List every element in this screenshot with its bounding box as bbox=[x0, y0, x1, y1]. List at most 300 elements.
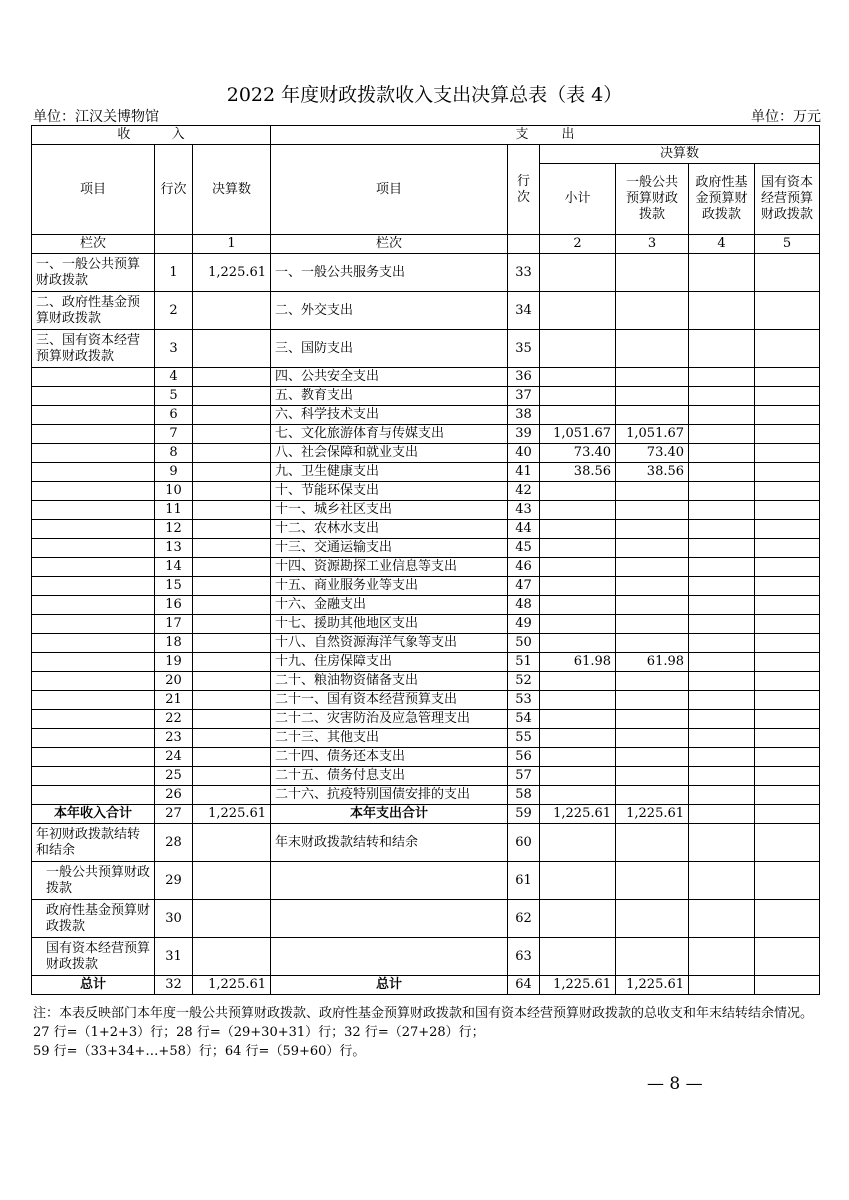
expense-item: 二十四、债务还本支出 bbox=[271, 748, 508, 767]
gov-fund-amount bbox=[689, 672, 755, 691]
subtotal-header: 小计 bbox=[540, 164, 616, 235]
income-item bbox=[32, 406, 155, 425]
grand-total-row bbox=[32, 976, 820, 995]
income-item: 本年收入合计 bbox=[32, 805, 155, 824]
income-item bbox=[32, 463, 155, 482]
expense-line-number: 45 bbox=[508, 539, 540, 558]
income-item bbox=[32, 368, 155, 387]
income-amount bbox=[193, 729, 271, 748]
state-capital-amount bbox=[755, 463, 820, 482]
income-line-header: 行次 bbox=[155, 145, 193, 235]
income-item bbox=[32, 520, 155, 539]
col-index-1: 1 bbox=[193, 235, 271, 254]
table-row bbox=[32, 710, 820, 729]
general-budget-amount: 73.40 bbox=[616, 444, 689, 463]
expense-item-header: 项目 bbox=[271, 145, 508, 235]
income-item: 总计 bbox=[32, 976, 155, 995]
income-line-number: 25 bbox=[155, 767, 193, 786]
col-index-2: 2 bbox=[540, 235, 616, 254]
expense-item: 十四、资源勘探工业信息等支出 bbox=[271, 558, 508, 577]
table-row bbox=[32, 691, 820, 710]
income-line-number: 19 bbox=[155, 653, 193, 672]
income-line-number: 32 bbox=[155, 976, 193, 995]
gov-fund-amount bbox=[689, 710, 755, 729]
gov-fund-amount bbox=[689, 748, 755, 767]
gov-fund-amount bbox=[689, 387, 755, 406]
state-capital-amount bbox=[755, 520, 820, 539]
state-capital-amount bbox=[755, 387, 820, 406]
income-line-number: 10 bbox=[155, 482, 193, 501]
general-budget-amount bbox=[616, 292, 689, 330]
general-budget-amount bbox=[616, 558, 689, 577]
income-item bbox=[32, 482, 155, 501]
subtotal-amount bbox=[540, 387, 616, 406]
subtotal-amount bbox=[540, 501, 616, 520]
table-row bbox=[32, 634, 820, 653]
general-budget-amount bbox=[616, 824, 689, 862]
gov-fund-amount bbox=[689, 976, 755, 995]
table-row bbox=[32, 368, 820, 387]
gov-fund-amount bbox=[689, 482, 755, 501]
table-row bbox=[32, 444, 820, 463]
expense-item: 十九、住房保障支出 bbox=[271, 653, 508, 672]
expense-item: 二、外交支出 bbox=[271, 292, 508, 330]
general-budget-amount bbox=[616, 786, 689, 805]
income-amount bbox=[193, 710, 271, 729]
table-row bbox=[32, 254, 820, 292]
gov-fund-amount bbox=[689, 634, 755, 653]
subtotal-amount: 1,051.67 bbox=[540, 425, 616, 444]
gov-fund-amount bbox=[689, 691, 755, 710]
income-amount bbox=[193, 615, 271, 634]
state-capital-amount bbox=[755, 577, 820, 596]
expense-line-number: 34 bbox=[508, 292, 540, 330]
state-capital-amount bbox=[755, 292, 820, 330]
expense-line-number: 49 bbox=[508, 615, 540, 634]
table-row bbox=[32, 387, 820, 406]
general-budget-amount bbox=[616, 520, 689, 539]
col-label-income: 栏次 bbox=[32, 235, 155, 254]
income-item: 一、一般公共预算财政拨款 bbox=[32, 254, 155, 292]
gov-fund-amount bbox=[689, 805, 755, 824]
income-amount bbox=[193, 824, 271, 862]
table-row bbox=[32, 501, 820, 520]
income-item: 一般公共预算财政拨款 bbox=[32, 862, 155, 900]
gov-fund-amount bbox=[689, 824, 755, 862]
income-line-number: 1 bbox=[155, 254, 193, 292]
table-row bbox=[32, 900, 820, 938]
income-amount bbox=[193, 634, 271, 653]
income-amount: 1,225.61 bbox=[193, 254, 271, 292]
state-capital-amount bbox=[755, 482, 820, 501]
subtotal-amount bbox=[540, 729, 616, 748]
income-amount bbox=[193, 539, 271, 558]
expense-item: 年末财政拨款结转和结余 bbox=[271, 824, 508, 862]
state-capital-header: 国有资本经营预算财政拨款 bbox=[755, 164, 820, 235]
state-capital-amount bbox=[755, 786, 820, 805]
income-line-number: 21 bbox=[155, 691, 193, 710]
subtotal-amount bbox=[540, 672, 616, 691]
subtotal-amount bbox=[540, 292, 616, 330]
unit-organization: 单位：江汉关博物馆 bbox=[33, 109, 159, 125]
income-amount bbox=[193, 900, 271, 938]
total-row bbox=[32, 805, 820, 824]
gov-fund-amount bbox=[689, 501, 755, 520]
expense-line-number: 56 bbox=[508, 748, 540, 767]
income-line-number: 11 bbox=[155, 501, 193, 520]
income-line-number: 23 bbox=[155, 729, 193, 748]
general-budget-amount bbox=[616, 368, 689, 387]
state-capital-amount bbox=[755, 672, 820, 691]
state-capital-amount bbox=[755, 596, 820, 615]
income-line-number: 5 bbox=[155, 387, 193, 406]
general-budget-amount: 61.98 bbox=[616, 653, 689, 672]
subtotal-amount bbox=[540, 520, 616, 539]
income-item bbox=[32, 501, 155, 520]
general-budget-amount bbox=[616, 729, 689, 748]
expense-item: 二十五、债务付息支出 bbox=[271, 767, 508, 786]
table-row bbox=[32, 425, 820, 444]
table-row bbox=[32, 520, 820, 539]
income-amount bbox=[193, 672, 271, 691]
expense-item: 十五、商业服务业等支出 bbox=[271, 577, 508, 596]
expense-line-number: 47 bbox=[508, 577, 540, 596]
expense-line-number: 42 bbox=[508, 482, 540, 501]
expense-item: 十二、农林水支出 bbox=[271, 520, 508, 539]
expense-item: 九、卫生健康支出 bbox=[271, 463, 508, 482]
state-capital-amount bbox=[755, 653, 820, 672]
expense-item: 二十六、抗疫特别国债安排的支出 bbox=[271, 786, 508, 805]
income-amount bbox=[193, 520, 271, 539]
income-amount: 1,225.61 bbox=[193, 976, 271, 995]
income-item bbox=[32, 786, 155, 805]
gov-fund-amount bbox=[689, 406, 755, 425]
income-amount bbox=[193, 862, 271, 900]
general-budget-amount bbox=[616, 615, 689, 634]
gov-fund-amount bbox=[689, 786, 755, 805]
general-budget-amount bbox=[616, 577, 689, 596]
table-row bbox=[32, 482, 820, 501]
expense-line-number: 50 bbox=[508, 634, 540, 653]
income-item bbox=[32, 577, 155, 596]
gov-fund-amount bbox=[689, 862, 755, 900]
subtotal-amount bbox=[540, 577, 616, 596]
general-budget-amount bbox=[616, 596, 689, 615]
income-item bbox=[32, 634, 155, 653]
subtotal-amount bbox=[540, 710, 616, 729]
state-capital-amount bbox=[755, 634, 820, 653]
income-item bbox=[32, 748, 155, 767]
income-item: 政府性基金预算财政拨款 bbox=[32, 900, 155, 938]
expense-item: 七、文化旅游体育与传媒支出 bbox=[271, 425, 508, 444]
expense-item: 二十三、其他支出 bbox=[271, 729, 508, 748]
state-capital-amount bbox=[755, 558, 820, 577]
subtotal-amount bbox=[540, 634, 616, 653]
expense-line-number: 40 bbox=[508, 444, 540, 463]
income-amount bbox=[193, 368, 271, 387]
table-row bbox=[32, 786, 820, 805]
subtotal-amount: 38.56 bbox=[540, 463, 616, 482]
gov-fund-amount bbox=[689, 463, 755, 482]
notes bbox=[33, 1004, 823, 1061]
column-index-row bbox=[32, 235, 820, 254]
subtotal-amount bbox=[540, 767, 616, 786]
income-item bbox=[32, 710, 155, 729]
income-line-number: 30 bbox=[155, 900, 193, 938]
income-amount: 1,225.61 bbox=[193, 805, 271, 824]
income-line-number: 12 bbox=[155, 520, 193, 539]
income-amount bbox=[193, 501, 271, 520]
expense-item: 三、国防支出 bbox=[271, 330, 508, 368]
state-capital-amount bbox=[755, 501, 820, 520]
expense-line-number: 64 bbox=[508, 976, 540, 995]
income-line-number: 31 bbox=[155, 938, 193, 976]
gov-fund-amount bbox=[689, 615, 755, 634]
expense-line-number: 59 bbox=[508, 805, 540, 824]
subtotal-amount: 73.40 bbox=[540, 444, 616, 463]
table-row bbox=[32, 539, 820, 558]
gov-fund-header: 政府性基金预算财政拨款 bbox=[689, 164, 755, 235]
general-budget-amount bbox=[616, 387, 689, 406]
income-amount bbox=[193, 767, 271, 786]
col-index-blank bbox=[508, 235, 540, 254]
income-item bbox=[32, 653, 155, 672]
income-line-number: 20 bbox=[155, 672, 193, 691]
income-item bbox=[32, 672, 155, 691]
income-amount bbox=[193, 577, 271, 596]
state-capital-amount bbox=[755, 406, 820, 425]
subtotal-amount bbox=[540, 558, 616, 577]
table-row bbox=[32, 463, 820, 482]
expense-line-number: 52 bbox=[508, 672, 540, 691]
expense-line-number: 53 bbox=[508, 691, 540, 710]
subtotal-amount: 1,225.61 bbox=[540, 805, 616, 824]
expense-line-number: 54 bbox=[508, 710, 540, 729]
general-budget-amount bbox=[616, 406, 689, 425]
general-budget-amount bbox=[616, 900, 689, 938]
expense-line-number: 39 bbox=[508, 425, 540, 444]
income-item bbox=[32, 425, 155, 444]
expense-line-number: 35 bbox=[508, 330, 540, 368]
table-row bbox=[32, 767, 820, 786]
income-item bbox=[32, 615, 155, 634]
state-capital-amount bbox=[755, 767, 820, 786]
unit-currency: 单位：万元 bbox=[751, 109, 821, 125]
income-item-header: 项目 bbox=[32, 145, 155, 235]
income-amount bbox=[193, 558, 271, 577]
state-capital-amount bbox=[755, 938, 820, 976]
expense-line-number: 58 bbox=[508, 786, 540, 805]
gov-fund-amount bbox=[689, 653, 755, 672]
income-header: 收 入 bbox=[32, 126, 271, 145]
expense-item: 六、科学技术支出 bbox=[271, 406, 508, 425]
subtotal-amount bbox=[540, 254, 616, 292]
income-line-number: 13 bbox=[155, 539, 193, 558]
state-capital-amount bbox=[755, 330, 820, 368]
income-item bbox=[32, 539, 155, 558]
expense-line-number: 62 bbox=[508, 900, 540, 938]
gov-fund-amount bbox=[689, 520, 755, 539]
general-budget-amount bbox=[616, 254, 689, 292]
general-budget-amount bbox=[616, 539, 689, 558]
income-item bbox=[32, 444, 155, 463]
state-capital-amount bbox=[755, 254, 820, 292]
subtotal-amount: 61.98 bbox=[540, 653, 616, 672]
income-amount bbox=[193, 691, 271, 710]
income-line-number: 9 bbox=[155, 463, 193, 482]
gov-fund-amount bbox=[689, 729, 755, 748]
col-index-3: 3 bbox=[616, 235, 689, 254]
income-amount bbox=[193, 463, 271, 482]
income-line-number: 28 bbox=[155, 824, 193, 862]
subtotal-amount bbox=[540, 862, 616, 900]
expense-item: 十六、金融支出 bbox=[271, 596, 508, 615]
expense-line-number: 48 bbox=[508, 596, 540, 615]
subtotal-amount bbox=[540, 748, 616, 767]
table-row bbox=[32, 938, 820, 976]
expense-item: 八、社会保障和就业支出 bbox=[271, 444, 508, 463]
expense-item: 二十一、国有资本经营预算支出 bbox=[271, 691, 508, 710]
expense-line-number: 63 bbox=[508, 938, 540, 976]
expense-item: 本年支出合计 bbox=[271, 805, 508, 824]
income-item bbox=[32, 729, 155, 748]
table-row bbox=[32, 824, 820, 862]
gov-fund-amount bbox=[689, 292, 755, 330]
income-item bbox=[32, 691, 155, 710]
general-budget-amount bbox=[616, 482, 689, 501]
table-row bbox=[32, 653, 820, 672]
state-capital-amount bbox=[755, 615, 820, 634]
expense-item: 五、教育支出 bbox=[271, 387, 508, 406]
income-item: 年初财政拨款结转和结余 bbox=[32, 824, 155, 862]
col-label-expense: 栏次 bbox=[271, 235, 508, 254]
gov-fund-amount bbox=[689, 254, 755, 292]
final-accounts-table bbox=[31, 125, 820, 995]
subtotal-amount: 1,225.61 bbox=[540, 976, 616, 995]
expense-item bbox=[271, 862, 508, 900]
expense-item: 十、节能环保支出 bbox=[271, 482, 508, 501]
expense-line-header: 行次 bbox=[508, 145, 540, 235]
general-budget-amount bbox=[616, 330, 689, 368]
general-budget-amount bbox=[616, 748, 689, 767]
subtotal-amount bbox=[540, 900, 616, 938]
income-line-number: 4 bbox=[155, 368, 193, 387]
general-budget-amount: 1,051.67 bbox=[616, 425, 689, 444]
col-index-blank bbox=[155, 235, 193, 254]
table-row bbox=[32, 672, 820, 691]
gov-fund-amount bbox=[689, 596, 755, 615]
table-row bbox=[32, 729, 820, 748]
expense-header: 支 出 bbox=[271, 126, 820, 145]
table-row bbox=[32, 406, 820, 425]
income-item: 三、国有资本经营预算财政拨款 bbox=[32, 330, 155, 368]
income-line-number: 26 bbox=[155, 786, 193, 805]
income-line-number: 29 bbox=[155, 862, 193, 900]
income-amount bbox=[193, 786, 271, 805]
income-line-number: 7 bbox=[155, 425, 193, 444]
expense-line-number: 38 bbox=[508, 406, 540, 425]
general-budget-amount bbox=[616, 710, 689, 729]
table-row bbox=[32, 596, 820, 615]
final-group-header: 决算数 bbox=[540, 145, 820, 164]
income-amount bbox=[193, 444, 271, 463]
state-capital-amount bbox=[755, 729, 820, 748]
expense-line-number: 61 bbox=[508, 862, 540, 900]
gov-fund-amount bbox=[689, 767, 755, 786]
general-budget-amount bbox=[616, 938, 689, 976]
state-capital-amount bbox=[755, 976, 820, 995]
state-capital-amount bbox=[755, 748, 820, 767]
page-number: — 8 — bbox=[647, 1074, 703, 1094]
table-row bbox=[32, 577, 820, 596]
income-amount bbox=[193, 425, 271, 444]
table-row bbox=[32, 558, 820, 577]
state-capital-amount bbox=[755, 900, 820, 938]
expense-line-number: 46 bbox=[508, 558, 540, 577]
header-row-2 bbox=[32, 145, 820, 164]
subtotal-amount bbox=[540, 539, 616, 558]
table-row bbox=[32, 615, 820, 634]
expense-item: 二十二、灾害防治及应急管理支出 bbox=[271, 710, 508, 729]
note-line: 注：本表反映部门本年度一般公共预算财政拨款、政府性基金预算财政拨款和国有资本经营预算财政拨款的总收支和年末结转结余情况。 bbox=[33, 1006, 814, 1021]
income-item: 二、政府性基金预算财政拨款 bbox=[32, 292, 155, 330]
income-line-number: 17 bbox=[155, 615, 193, 634]
gov-fund-amount bbox=[689, 368, 755, 387]
income-amount bbox=[193, 596, 271, 615]
state-capital-amount bbox=[755, 444, 820, 463]
expense-line-number: 33 bbox=[508, 254, 540, 292]
note-line: 59 行=（33+34+…+58）行；64 行=（59+60）行。 bbox=[33, 1044, 366, 1059]
note-line: 27 行=（1+2+3）行；28 行=（29+30+31）行；32 行=（27+28）行； bbox=[33, 1025, 485, 1040]
general-budget-amount: 1,225.61 bbox=[616, 976, 689, 995]
gov-fund-amount bbox=[689, 444, 755, 463]
income-amount bbox=[193, 330, 271, 368]
income-amount bbox=[193, 406, 271, 425]
table-row bbox=[32, 862, 820, 900]
expense-line-number: 51 bbox=[508, 653, 540, 672]
state-capital-amount bbox=[755, 691, 820, 710]
general-budget-amount bbox=[616, 862, 689, 900]
table-row bbox=[32, 292, 820, 330]
income-line-number: 2 bbox=[155, 292, 193, 330]
state-capital-amount bbox=[755, 425, 820, 444]
subtotal-amount bbox=[540, 406, 616, 425]
gov-fund-amount bbox=[689, 900, 755, 938]
state-capital-amount bbox=[755, 710, 820, 729]
gov-fund-amount bbox=[689, 330, 755, 368]
table-row bbox=[32, 330, 820, 368]
gov-fund-amount bbox=[689, 539, 755, 558]
expense-line-number: 60 bbox=[508, 824, 540, 862]
income-item: 国有资本经营预算财政拨款 bbox=[32, 938, 155, 976]
page-title: 2022 年度财政拨款收入支出决算总表（表 4） bbox=[226, 84, 623, 106]
gov-fund-amount bbox=[689, 577, 755, 596]
expense-line-number: 44 bbox=[508, 520, 540, 539]
income-amount bbox=[193, 387, 271, 406]
state-capital-amount bbox=[755, 824, 820, 862]
income-amount bbox=[193, 292, 271, 330]
expense-item: 十一、城乡社区支出 bbox=[271, 501, 508, 520]
col-index-5: 5 bbox=[755, 235, 820, 254]
income-item bbox=[32, 767, 155, 786]
income-amount bbox=[193, 653, 271, 672]
income-line-number: 3 bbox=[155, 330, 193, 368]
expense-line-number: 55 bbox=[508, 729, 540, 748]
income-amount bbox=[193, 748, 271, 767]
gov-fund-amount bbox=[689, 938, 755, 976]
table-row bbox=[32, 748, 820, 767]
state-capital-amount bbox=[755, 862, 820, 900]
